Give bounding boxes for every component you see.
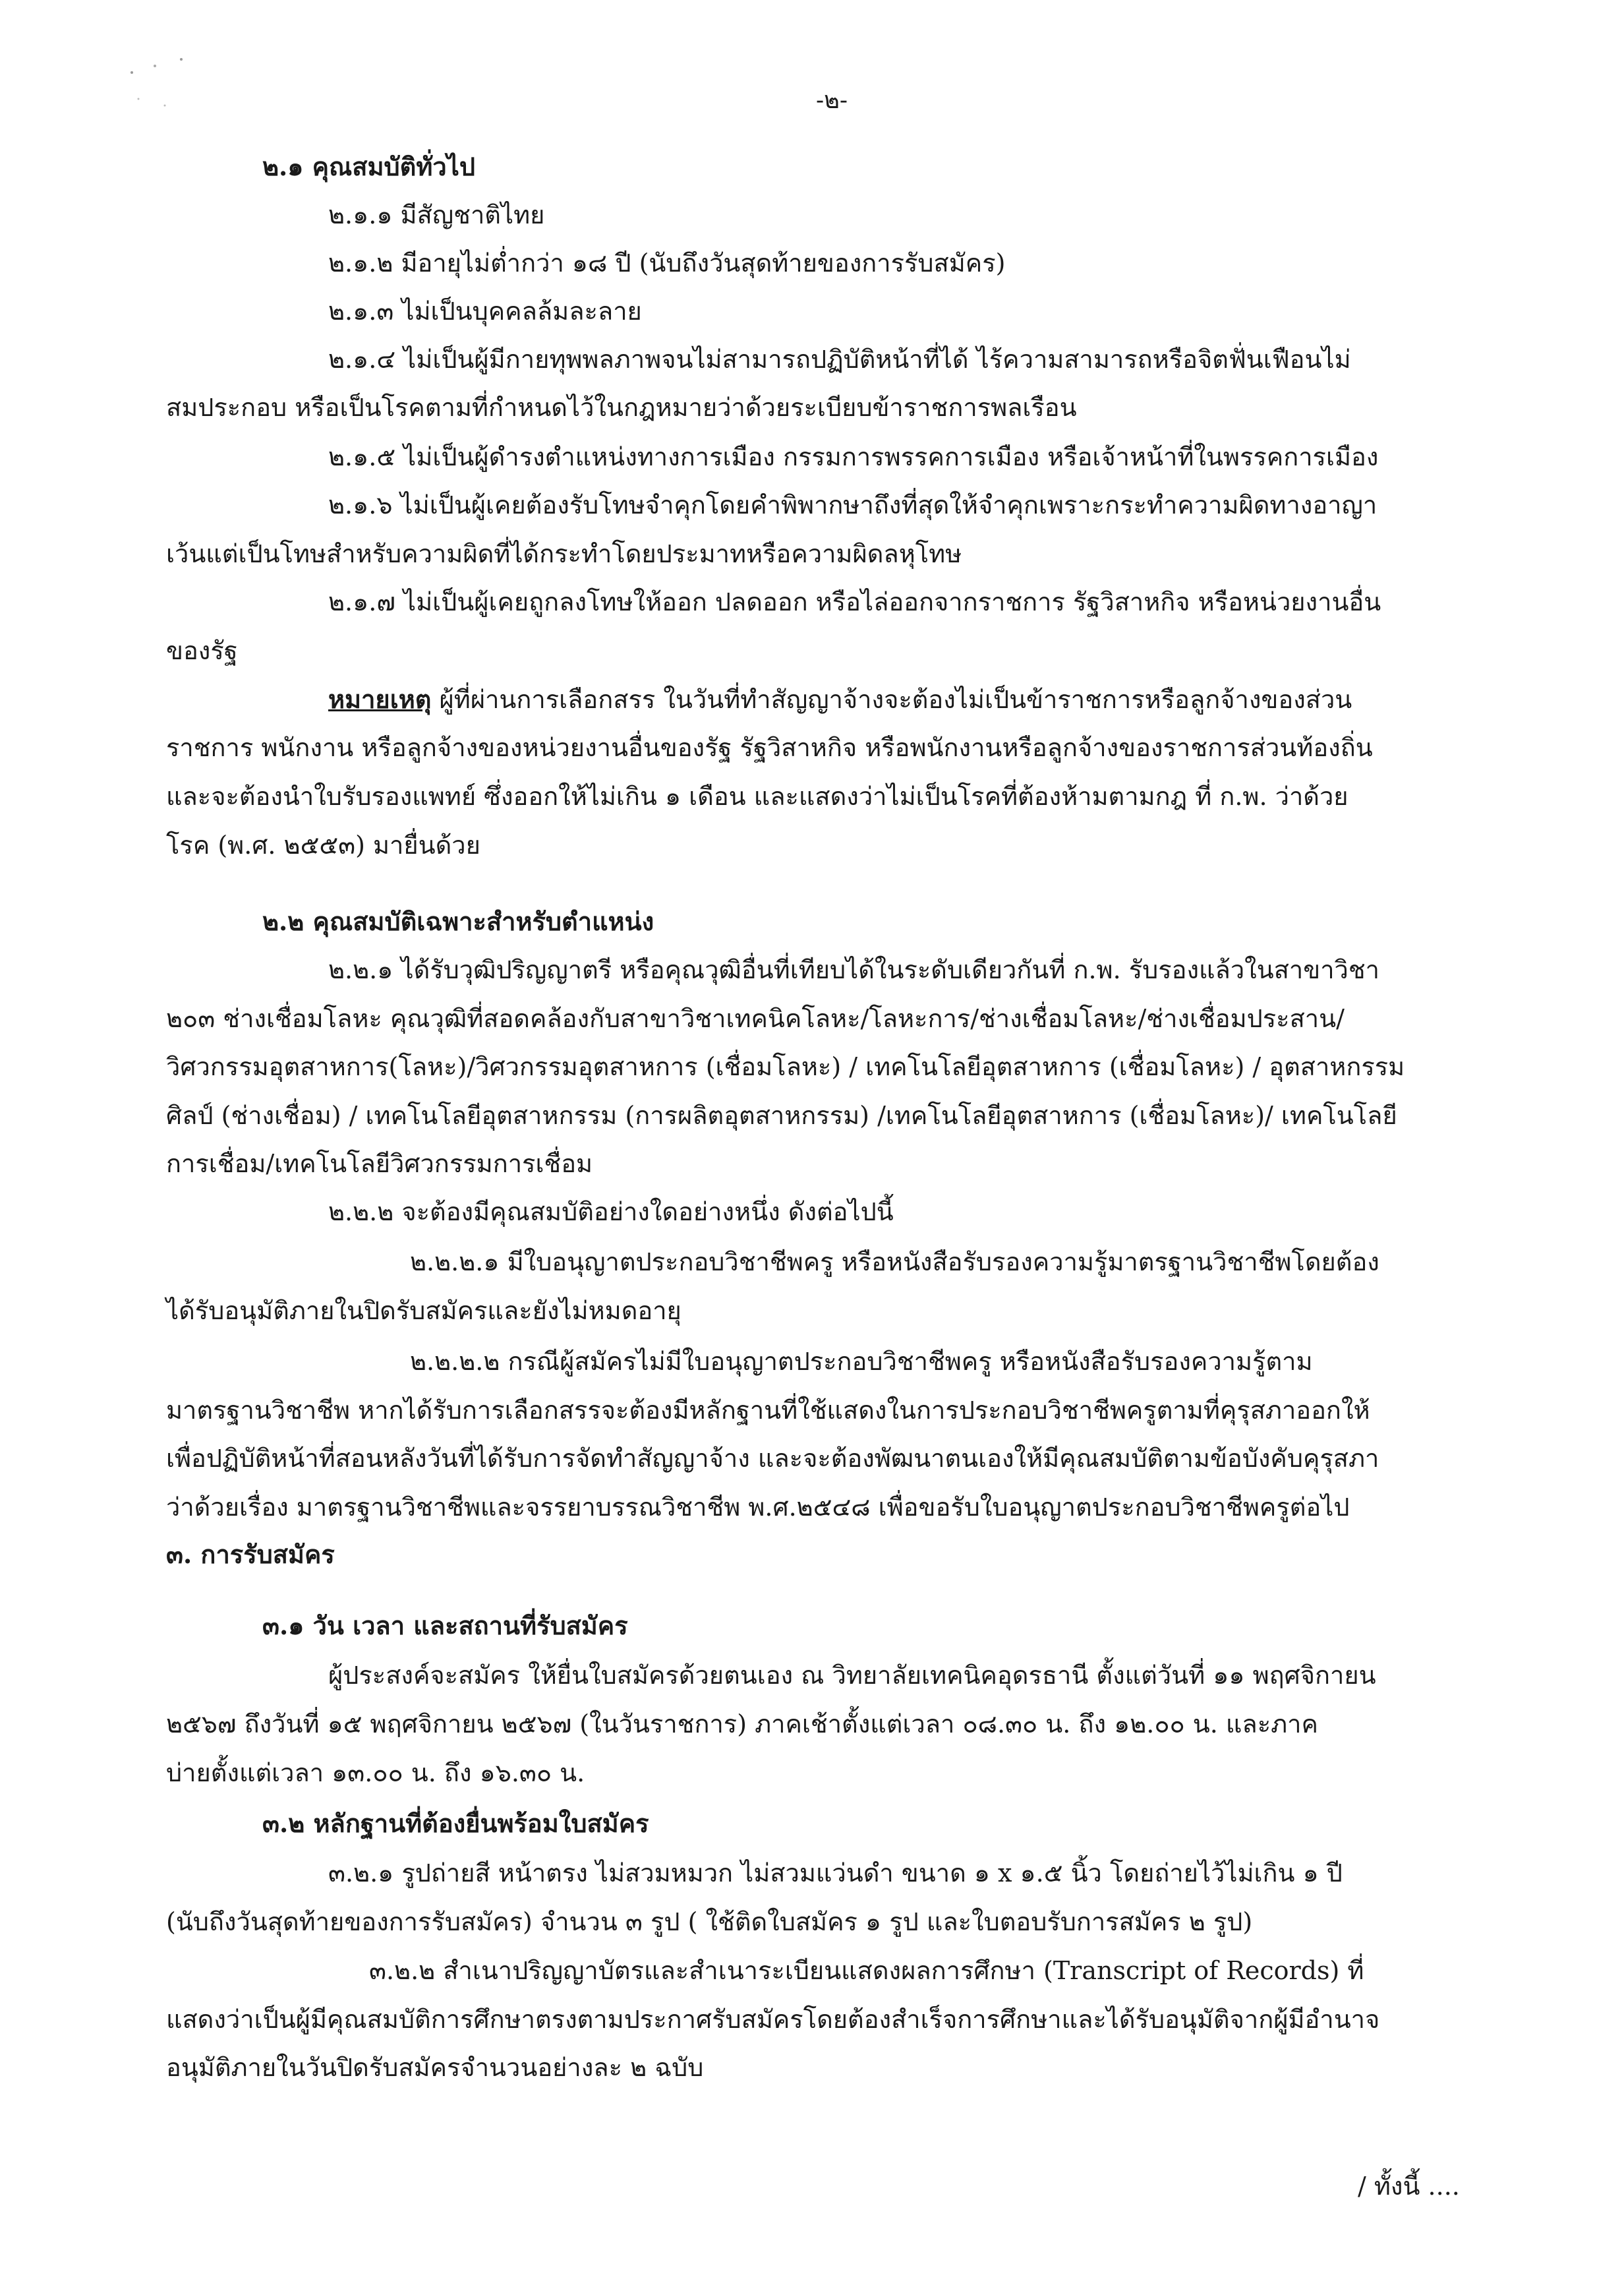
item-2-2-2: ๒.๒.๒ จะต้องมีคุณสมบัติอย่างใดอย่างหนึ่ง ดังต่อไปนี้ (328, 1197, 894, 1226)
item-2-1-4-line2: สมประกอบ หรือเป็นโรคตามที่กำหนดไว้ในกฎหมายว่าด้วยระเบียบข้าราชการพลเรือน (166, 393, 1077, 422)
item-2-2-2-1-line1: ๒.๒.๒.๑ มีใบอนุญาตประกอบวิชาชีพครู หรือหนังสือรับรองความรู้มาตรฐานวิชาชีพโดยต้อง (410, 1247, 1379, 1276)
scan-speck-marks (119, 46, 204, 125)
section-3-2-title: ๓.๒ หลักฐานที่ต้องยื่นพร้อมใบสมัคร (262, 1808, 649, 1838)
continuation-marker: / ทั้งนี้ .... (1358, 2172, 1460, 2201)
item-2-2-2-2-line1: ๒.๒.๒.๒ กรณีผู้สมัครไม่มีใบอนุญาตประกอบวิชาชีพครู หรือหนังสือรับรองความรู้ตาม (410, 1347, 1313, 1376)
item-2-1-1: ๒.๑.๑ มีสัญชาติไทย (328, 200, 545, 229)
note-line4: โรค (พ.ศ. ๒๕๕๓) มายื่นด้วย (166, 831, 480, 860)
item-3-1-line3: บ่ายตั้งแต่เวลา ๑๓.๐๐ น. ถึง ๑๖.๓๐ น. (166, 1758, 585, 1787)
item-2-2-1-line1: ๒.๒.๑ ได้รับวุฒิปริญญาตรี หรือคุณวุฒิอื่นที่เทียบได้ในระดับเดียวกันที่ ก.พ. รับรองแล้วในสาขาวิชา (328, 955, 1380, 984)
section-3-title: ๓. การรับสมัคร (166, 1539, 335, 1569)
section-2-2-title: ๒.๒ คุณสมบัติเฉพาะสำหรับตำแหน่ง (262, 907, 654, 936)
page-number: -๒- (816, 87, 848, 114)
item-2-2-1-line4: ศิลป์ (ช่างเชื่อม) / เทคโนโลยีอุตสาหกรรม (การผลิตอุตสาหกรรม) /เทคโนโลยีอุตสาหการ (เชื่อมโลหะ)/ เทคโนโลยี (166, 1101, 1397, 1130)
item-2-1-4-line1: ๒.๑.๔ ไม่เป็นผู้มีกายทุพพลภาพจนไม่สามารถปฏิบัติหน้าที่ได้ ไร้ความสามารถหรือจิตฟั่นเฟือนไม่ (328, 345, 1351, 374)
note-text-1: ผู้ที่ผ่านการเลือกสรร ในวันที่ทำสัญญาจ้างจะต้องไม่เป็นข้าราชการหรือลูกจ้างของส่วน (431, 685, 1352, 714)
item-2-1-7-line2: ของรัฐ (166, 636, 238, 665)
item-2-1-3: ๒.๑.๓ ไม่เป็นบุคคลล้มละลาย (328, 297, 642, 326)
item-2-1-7-line1: ๒.๑.๗ ไม่เป็นผู้เคยถูกลงโทษให้ออก ปลดออก หรือไล่ออกจากราชการ รัฐวิสาหกิจ หรือหน่วยงานอื่น (328, 587, 1381, 616)
section-2-1-title: ๒.๑ คุณสมบัติทั่วไป (262, 152, 475, 181)
item-2-2-2-2-line3: เพื่อปฏิบัติหน้าที่สอนหลังวันที่ได้รับการจัดทำสัญญาจ้าง และจะต้องพัฒนาตนเองให้มีคุณสมบัติตามข้อบังคับคุรุสภา (166, 1444, 1379, 1473)
item-3-2-1-line2: (นับถึงวันสุดท้ายของการรับสมัคร) จำนวน ๓ รูป ( ใช้ติดใบสมัคร ๑ รูป และใบตอบรับการสมัคร ๒ รูป) (166, 1907, 1253, 1936)
item-2-1-6-line2: เว้นแต่เป็นโทษสำหรับความผิดที่ได้กระทำโดยประมาทหรือความผิดลหุโทษ (166, 539, 962, 568)
item-3-1-line1: ผู้ประสงค์จะสมัคร ให้ยื่นใบสมัครด้วยตนเอง ณ วิทยาลัยเทคนิคอุดรธานี ตั้งแต่วันที่ ๑๑ พฤศจิกายน (328, 1661, 1376, 1690)
item-2-2-1-line3: วิศวกรรมอุตสาหการ(โลหะ)/วิศวกรรมอุตสาหการ (เชื่อมโลหะ) / เทคโนโลยีอุตสาหการ (เชื่อมโลหะ) / อุตสาหกรรม (166, 1052, 1405, 1081)
item-3-2-2-line3: อนุมัติภายในวันปิดรับสมัครจำนวนอย่างละ ๒ ฉบับ (166, 2053, 704, 2082)
item-2-2-1-line2: ๒๐๓ ช่างเชื่อมโลหะ คุณวุฒิที่สอดคล้องกับสาขาวิชาเทคนิคโลหะ/โลหะการ/ช่างเชื่อมโลหะ/ช่างเชื่อมประสาน/ (166, 1004, 1345, 1033)
item-2-2-1-line5: การเชื่อม/เทคโนโลยีวิศวกรรมการเชื่อม (166, 1149, 593, 1178)
note-line1 (328, 681, 1352, 718)
item-3-1-line2: ๒๕๖๗ ถึงวันที่ ๑๕ พฤศจิกายน ๒๕๖๗ (ในวันราชการ) ภาคเช้าตั้งแต่เวลา ๐๘.๓๐ น. ถึง ๑๒.๐๐ น. และภาค (166, 1709, 1318, 1739)
item-2-1-6-line1: ๒.๑.๖ ไม่เป็นผู้เคยต้องรับโทษจำคุกโดยคำพิพากษาถึงที่สุดให้จำคุกเพราะกระทำความผิดทางอาญา (328, 490, 1378, 520)
item-2-1-2: ๒.๑.๒ มีอายุไม่ต่ำกว่า ๑๘ ปี (นับถึงวันสุดท้ายของการรับสมัคร) (328, 249, 1006, 278)
item-2-2-2-2-line4: ว่าด้วยเรื่อง มาตรฐานวิชาชีพและจรรยาบรรณวิชาชีพ พ.ศ.๒๕๔๘ เพื่อขอรับใบอนุญาตประกอบวิชาชีพครูต่อไป (166, 1493, 1350, 1522)
note-label: หมายเหตุ (328, 684, 432, 714)
item-3-2-1-line1: ๓.๒.๑ รูปถ่ายสี หน้าตรง ไม่สวมหมวก ไม่สวมแว่นดำ ขนาด ๑ x ๑.๕ นิ้ว โดยถ่ายไว้ไม่เกิน ๑ ปี (328, 1858, 1343, 1888)
item-3-2-2-line2: แสดงว่าเป็นผู้มีคุณสมบัติการศึกษาตรงตามประกาศรับสมัครโดยต้องสำเร็จการศึกษาและได้รับอนุมัติจากผู้มีอำนาจ (166, 2005, 1380, 2034)
section-3-1-title: ๓.๑ วัน เวลา และสถานที่รับสมัคร (262, 1611, 628, 1640)
item-3-2-2-line1: ๓.๒.๒ สำเนาปริญญาบัตรและสำเนาระเบียนแสดงผลการศึกษา (Transcript of Records) ที่ (369, 1956, 1364, 1985)
item-2-1-5: ๒.๑.๕ ไม่เป็นผู้ดำรงตำแหน่งทางการเมือง กรรมการพรรคการเมือง หรือเจ้าหน้าที่ในพรรคการเมือง (328, 442, 1379, 471)
note-line3: และจะต้องนำใบรับรองแพทย์ ซึ่งออกให้ไม่เกิน ๑ เดือน และแสดงว่าไม่เป็นโรคที่ต้องห้ามตามกฎ ที่ ก.พ. ว่าด้วย (166, 782, 1348, 811)
item-2-2-2-1-line2: ได้รับอนุมัติภายในปิดรับสมัครและยังไม่หมดอายุ (166, 1296, 682, 1325)
item-2-2-2-2-line2: มาตรฐานวิชาชีพ หากได้รับการเลือกสรรจะต้องมีหลักฐานที่ใช้แสดงในการประกอบวิชาชีพครูตามที่คุรุสภาออกให้ (166, 1396, 1370, 1425)
note-line2: ราชการ พนักงาน หรือลูกจ้างของหน่วยงานอื่นของรัฐ รัฐวิสาหกิจ หรือพนักงานหรือลูกจ้างของราชการส่วนท้องถิ่น (166, 733, 1373, 762)
